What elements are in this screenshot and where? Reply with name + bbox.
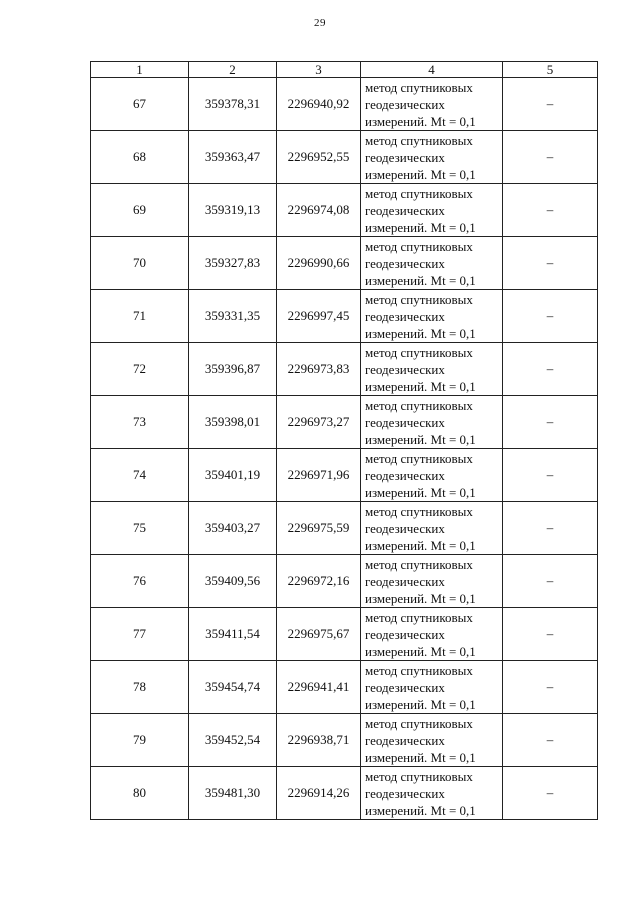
method-text-line: геодезических [365, 255, 445, 271]
method-text-line: геодезических [365, 573, 445, 589]
column-header-4: 4 [361, 62, 503, 78]
note-cell: – [503, 131, 598, 184]
y-coordinate-cell: 2296940,92 [277, 78, 361, 131]
table-row [91, 237, 598, 290]
method-cell [361, 396, 503, 449]
note-cell: – [503, 502, 598, 555]
point-number-cell: 78 [91, 661, 189, 714]
y-coordinate-cell: 2296938,71 [277, 714, 361, 767]
table-row [91, 290, 598, 343]
y-coordinate-cell: 2296972,16 [277, 555, 361, 608]
x-coordinate-cell: 359481,30 [189, 767, 277, 820]
x-coordinate-cell: 359319,13 [189, 184, 277, 237]
method-text-line: метод спутниковых [365, 344, 473, 360]
point-number-cell: 67 [91, 78, 189, 131]
table-row [91, 396, 598, 449]
column-header-2: 2 [189, 62, 277, 78]
note-cell: – [503, 237, 598, 290]
method-text-line: измерений. Mt = 0,1 [365, 325, 476, 341]
x-coordinate-cell: 359401,19 [189, 449, 277, 502]
method-cell [361, 343, 503, 396]
table-row [91, 608, 598, 661]
method-text-line: геодезических [365, 467, 445, 483]
column-header-5: 5 [503, 62, 598, 78]
note-cell: – [503, 714, 598, 767]
method-text-line: геодезических [365, 679, 445, 695]
note-cell: – [503, 396, 598, 449]
method-text-line: измерений. Mt = 0,1 [365, 802, 476, 818]
method-text-line: метод спутниковых [365, 291, 473, 307]
method-text-line: измерений. Mt = 0,1 [365, 643, 476, 659]
method-text-line: метод спутниковых [365, 238, 473, 254]
method-text-line: измерений. Mt = 0,1 [365, 537, 476, 553]
method-text-line: измерений. Mt = 0,1 [365, 272, 476, 288]
note-cell: – [503, 555, 598, 608]
y-coordinate-cell: 2296974,08 [277, 184, 361, 237]
method-cell [361, 714, 503, 767]
method-text-line: метод спутниковых [365, 768, 473, 784]
method-text-line: геодезических [365, 414, 445, 430]
method-text-line: геодезических [365, 361, 445, 377]
y-coordinate-cell: 2296914,26 [277, 767, 361, 820]
x-coordinate-cell: 359327,83 [189, 237, 277, 290]
method-text-line: метод спутниковых [365, 503, 473, 519]
table-header [91, 62, 598, 78]
method-text-line: геодезических [365, 149, 445, 165]
x-coordinate-cell: 359411,54 [189, 608, 277, 661]
y-coordinate-cell: 2296997,45 [277, 290, 361, 343]
method-text-line: измерений. Mt = 0,1 [365, 696, 476, 712]
method-text-line: метод спутниковых [365, 397, 473, 413]
method-cell [361, 661, 503, 714]
method-text-line: геодезических [365, 96, 445, 112]
method-text-line: измерений. Mt = 0,1 [365, 749, 476, 765]
method-text-line: метод спутниковых [365, 450, 473, 466]
note-cell: – [503, 78, 598, 131]
note-cell: – [503, 608, 598, 661]
point-number-cell: 75 [91, 502, 189, 555]
method-text-line: геодезических [365, 785, 445, 801]
method-text-line: измерений. Mt = 0,1 [365, 219, 476, 235]
table-row [91, 767, 598, 820]
method-text-line: метод спутниковых [365, 132, 473, 148]
method-text-line: измерений. Mt = 0,1 [365, 378, 476, 394]
method-text-line: измерений. Mt = 0,1 [365, 166, 476, 182]
x-coordinate-cell: 359403,27 [189, 502, 277, 555]
x-coordinate-cell: 359398,01 [189, 396, 277, 449]
method-text-line: геодезических [365, 626, 445, 642]
coordinates-table [90, 61, 598, 820]
point-number-cell: 70 [91, 237, 189, 290]
point-number-cell: 77 [91, 608, 189, 661]
point-number-cell: 76 [91, 555, 189, 608]
y-coordinate-cell: 2296971,96 [277, 449, 361, 502]
page-number: 29 [314, 17, 326, 29]
y-coordinate-cell: 2296975,67 [277, 608, 361, 661]
method-cell [361, 449, 503, 502]
method-cell [361, 767, 503, 820]
method-text-line: метод спутниковых [365, 609, 473, 625]
table-row [91, 555, 598, 608]
point-number-cell: 73 [91, 396, 189, 449]
point-number-cell: 68 [91, 131, 189, 184]
y-coordinate-cell: 2296990,66 [277, 237, 361, 290]
column-header-3: 3 [277, 62, 361, 78]
table-row [91, 78, 598, 131]
table-row [91, 343, 598, 396]
table-row [91, 131, 598, 184]
method-cell [361, 608, 503, 661]
point-number-cell: 80 [91, 767, 189, 820]
table-row [91, 449, 598, 502]
point-number-cell: 74 [91, 449, 189, 502]
method-text-line: измерений. Mt = 0,1 [365, 431, 476, 447]
method-text-line: измерений. Mt = 0,1 [365, 113, 476, 129]
method-cell [361, 131, 503, 184]
x-coordinate-cell: 359409,56 [189, 555, 277, 608]
method-cell [361, 78, 503, 131]
x-coordinate-cell: 359396,87 [189, 343, 277, 396]
x-coordinate-cell: 359452,54 [189, 714, 277, 767]
note-cell: – [503, 767, 598, 820]
method-cell [361, 290, 503, 343]
table-row [91, 184, 598, 237]
method-text-line: метод спутниковых [365, 185, 473, 201]
method-cell [361, 502, 503, 555]
table-body [91, 78, 598, 820]
table-row [91, 714, 598, 767]
point-number-cell: 71 [91, 290, 189, 343]
x-coordinate-cell: 359454,74 [189, 661, 277, 714]
method-text-line: метод спутниковых [365, 79, 473, 95]
table-row [91, 661, 598, 714]
method-text-line: геодезических [365, 732, 445, 748]
point-number-cell: 69 [91, 184, 189, 237]
note-cell: – [503, 449, 598, 502]
y-coordinate-cell: 2296973,83 [277, 343, 361, 396]
method-text-line: геодезических [365, 520, 445, 536]
method-text-line: метод спутниковых [365, 715, 473, 731]
method-text-line: геодезических [365, 308, 445, 324]
x-coordinate-cell: 359363,47 [189, 131, 277, 184]
note-cell: – [503, 343, 598, 396]
point-number-cell: 79 [91, 714, 189, 767]
y-coordinate-cell: 2296975,59 [277, 502, 361, 555]
method-text-line: измерений. Mt = 0,1 [365, 484, 476, 500]
note-cell: – [503, 290, 598, 343]
column-header-1: 1 [91, 62, 189, 78]
method-cell [361, 555, 503, 608]
method-cell [361, 237, 503, 290]
y-coordinate-cell: 2296952,55 [277, 131, 361, 184]
x-coordinate-cell: 359331,35 [189, 290, 277, 343]
table-row [91, 502, 598, 555]
x-coordinate-cell: 359378,31 [189, 78, 277, 131]
method-text-line: измерений. Mt = 0,1 [365, 590, 476, 606]
method-text-line: метод спутниковых [365, 662, 473, 678]
point-number-cell: 72 [91, 343, 189, 396]
y-coordinate-cell: 2296941,41 [277, 661, 361, 714]
y-coordinate-cell: 2296973,27 [277, 396, 361, 449]
method-text-line: метод спутниковых [365, 556, 473, 572]
note-cell: – [503, 661, 598, 714]
note-cell: – [503, 184, 598, 237]
header-row [91, 62, 598, 78]
method-text-line: геодезических [365, 202, 445, 218]
method-cell [361, 184, 503, 237]
